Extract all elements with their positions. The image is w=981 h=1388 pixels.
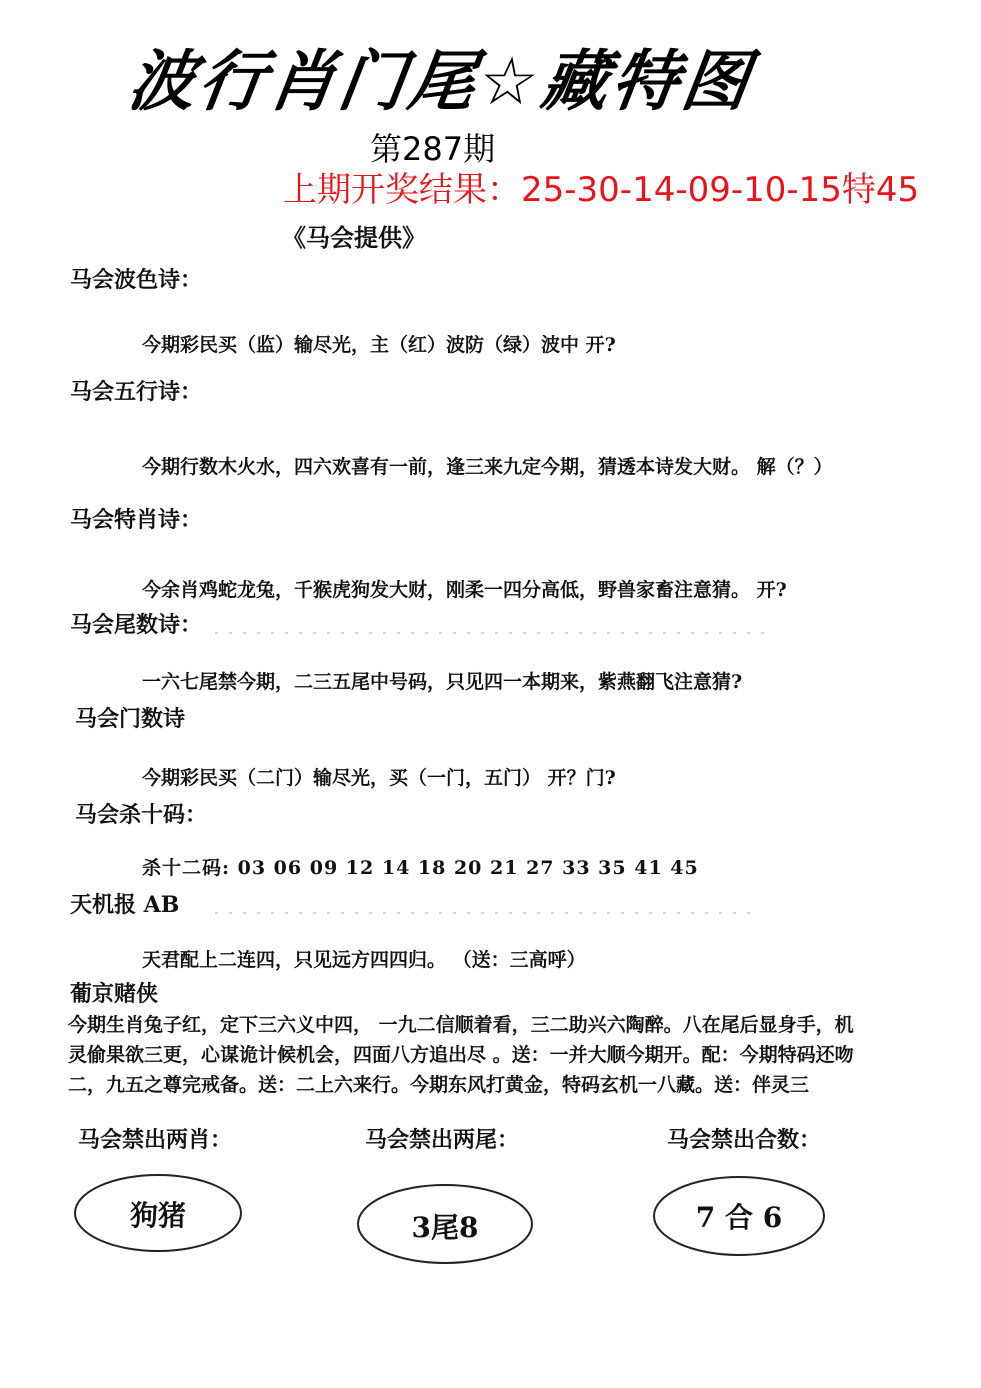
gambler-line: 二，九五之尊完戒备。送：二上六来行。今期东风打黄金，特码玄机一八藏。送：伴灵三	[68, 1074, 810, 1096]
scan-noise	[215, 912, 755, 914]
wave-color-poem-text: 今期彩民买（监）输尽光，主（红）波防（绿）波中 开?	[142, 334, 616, 356]
ban-zodiac-value: 狗猪	[129, 1199, 186, 1232]
special-zodiac-poem-heading: 马会特肖诗：	[70, 507, 203, 533]
heaven-secret-text: 天君配上二连四，只见远方四四归。 （送：三高呼）	[142, 949, 586, 971]
tail-number-poem-heading: 马会尾数诗：	[70, 612, 203, 638]
gambler-line: 灵偷果欲三更，心谋诡计候机会，四面八方追出尽 。送：一并大顺今期开。配：今期特码还吻	[68, 1044, 854, 1066]
five-elements-poem-text: 今期行数木火水，四六欢喜有一前，逢三来九定今期，猜透本诗发大财。 解（？）	[142, 456, 833, 478]
five-elements-poem-heading: 马会五行诗：	[70, 379, 203, 405]
kill-ten-codes-heading: 马会杀十码：	[75, 802, 208, 828]
ban-sum-oval	[651, 1174, 827, 1258]
heaven-secret-heading: 天机报 AB	[70, 892, 180, 918]
wave-color-poem-heading: 马会波色诗：	[70, 267, 203, 293]
last-draw-result: 上期开奖结果：25-30-14-09-10-15特45	[283, 170, 920, 210]
gate-number-poem-heading: 马会门数诗	[75, 706, 186, 732]
ban-tail-value: 3尾8	[411, 1211, 479, 1244]
ban-zodiac-oval	[72, 1172, 244, 1254]
issue-number: 第287期	[370, 130, 496, 168]
scan-noise	[215, 632, 775, 634]
page-title: 波行肖门尾☆藏特图	[123, 43, 758, 120]
ban-tail-heading: 马会禁出两尾：	[365, 1127, 520, 1153]
provider-label: 《马会提供》	[282, 223, 426, 252]
gambler-heading: 葡京赌侠	[70, 981, 159, 1007]
tail-number-poem-text: 一六七尾禁今期，二三五尾中号码，只见四一本期来，紫燕翻飞注意猜?	[142, 671, 743, 693]
gate-number-poem-text: 今期彩民买（二门）输尽光，买（一门，五门） 开？门?	[142, 767, 616, 789]
ban-zodiac-heading: 马会禁出两肖：	[78, 1127, 233, 1153]
ban-tail-oval	[355, 1182, 535, 1266]
gambler-line: 今期生肖兔子红，定下三六义中四， 一九二信顺着看，三二助兴六陶醉。八在尾后显身手，机	[68, 1014, 854, 1036]
kill-ten-codes-text: 杀十二码: 03 06 09 12 14 18 20 21 27 33 35 41 45	[142, 857, 699, 879]
special-zodiac-poem-text: 今余肖鸡蛇龙兔，千猴虎狗发大财，刚柔一四分高低，野兽家畜注意猜。 开?	[142, 579, 787, 601]
ban-sum-heading: 马会禁出合数：	[667, 1127, 822, 1153]
ban-sum-value: 7 合 6	[695, 1201, 783, 1234]
